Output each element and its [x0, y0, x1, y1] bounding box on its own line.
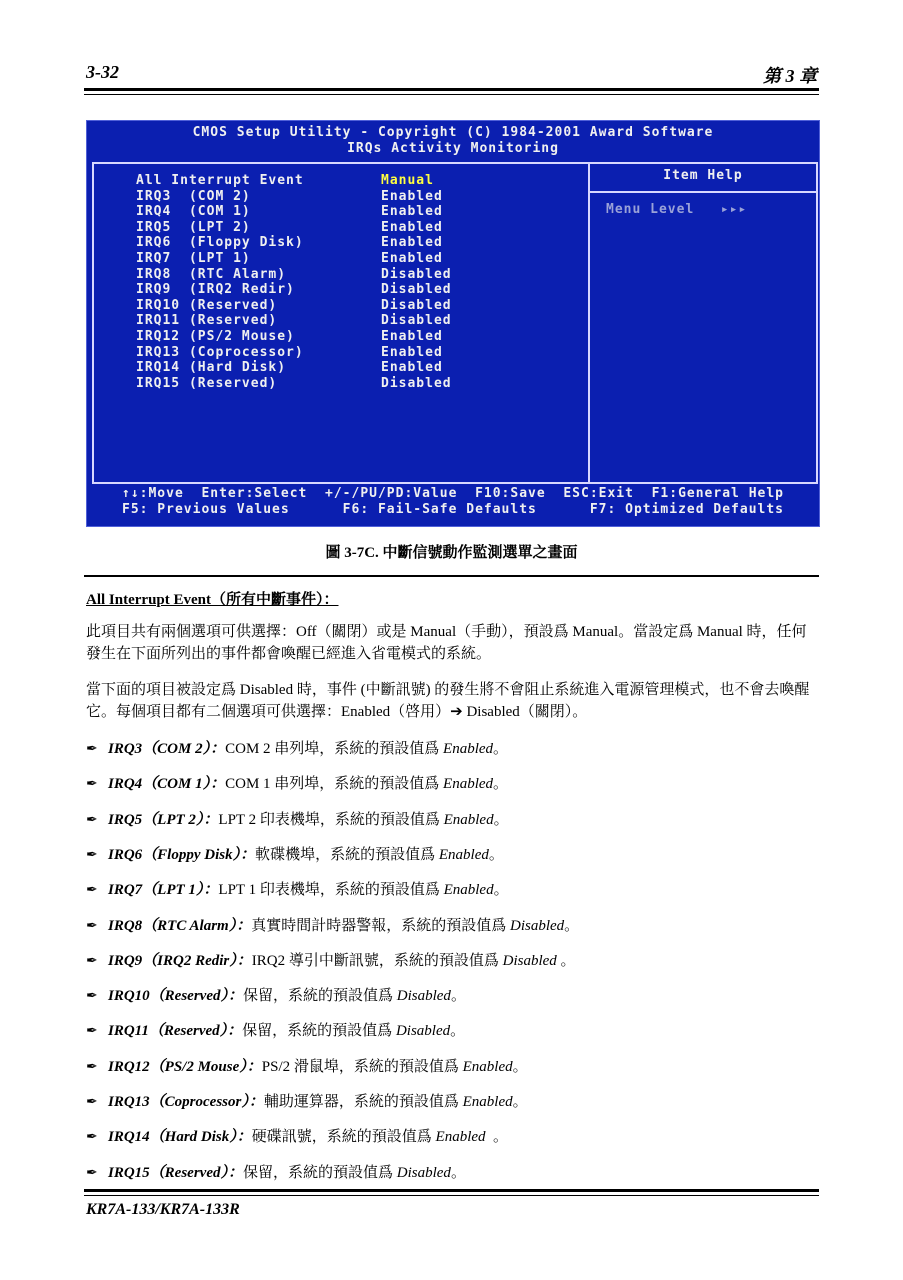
irq-description: LPT 1 印表機埠，系統的預設值爲 [218, 882, 444, 899]
irq-default-value: Enabled [435, 1129, 486, 1146]
irq-end-punct: 。 [556, 952, 576, 969]
irq-bullet-item [86, 1125, 508, 1146]
bios-screen [86, 120, 820, 527]
bios-item-value[interactable]: Enabled [381, 188, 443, 204]
bios-item-value[interactable]: Disabled [381, 282, 452, 298]
model-name: KR7A-133/KR7A-133R [86, 1201, 240, 1218]
irq-description: 軟碟機埠，系統的預設值爲 [255, 846, 439, 863]
irq-end-punct: 。 [488, 846, 504, 863]
pen-bullet-icon: ✒ [86, 846, 98, 863]
bios-item-value[interactable]: Enabled [381, 344, 443, 360]
irq-end-punct: 。 [512, 1094, 528, 1110]
pen-bullet-icon: ✒ [86, 988, 98, 1005]
irq-bullet-item [86, 878, 509, 899]
irq-bullet-item [86, 949, 576, 970]
pen-bullet-icon: ✒ [86, 952, 98, 969]
help-divider [590, 191, 816, 193]
pen-bullet-icon: ✒ [86, 811, 98, 828]
bios-item-label[interactable]: IRQ3 (COM 2) [136, 188, 251, 204]
bios-item-label[interactable]: IRQ13 (Coprocessor) [136, 344, 304, 360]
irq-default-value: Enabled [443, 741, 494, 757]
irq-end-punct: 。 [450, 988, 466, 1005]
irq-end-punct: 。 [493, 882, 509, 899]
irq-description: 保留，系統的預設值爲 [242, 1023, 396, 1040]
irq-bullet-item [86, 808, 509, 829]
page-number: 3-32 [86, 62, 119, 82]
irq-label: IRQ7（LPT 1）： [108, 882, 219, 899]
bios-item-label[interactable]: IRQ6 (Floppy Disk) [136, 235, 304, 251]
irq-label: IRQ15（Reserved）： [108, 1164, 243, 1181]
section-title: All Interrupt Event（所有中斷事件）： [86, 592, 339, 608]
caption-rule [84, 575, 819, 577]
pen-bullet-icon: ✒ [86, 1023, 98, 1040]
irq-label: IRQ14（Hard Disk）： [108, 1129, 252, 1146]
irq-label: IRQ6（Floppy Disk）： [108, 846, 256, 863]
bios-footer-defaults: F5: Previous Values F6: Fail-Safe Defaults F7: Optimized Defaults [122, 502, 784, 517]
pen-bullet-icon: ✒ [86, 1058, 98, 1075]
irq-description: 保留，系統的預設值爲 [243, 1164, 397, 1181]
irq-end-punct: 。 [564, 917, 580, 934]
pen-bullet-icon: ✒ [86, 917, 98, 934]
irq-label: IRQ12（PS/2 Mouse）： [108, 1058, 262, 1075]
irq-label: IRQ4（COM 1）： [108, 776, 226, 793]
irq-bullet-item [86, 737, 508, 758]
irq-bullet-item [86, 984, 466, 1005]
figure-caption: 圖 3-7C. 中斷信號動作監測選單之畫面 [325, 545, 578, 561]
irq-description: 硬碟訊號，系統的預設值爲 [251, 1129, 436, 1146]
irq-end-punct: 。 [512, 1058, 528, 1075]
irq-label: IRQ11（Reserved）： [108, 1023, 243, 1040]
irq-default-value: Enabled [438, 846, 489, 863]
bios-item-value[interactable]: Disabled [381, 313, 452, 329]
header-rule-thin [84, 94, 819, 95]
paragraph-intro: 此項目共有兩個選項可供選擇：Off（關閉）或是 Manual（手動），預設爲 Manual。當設定爲 Manual 時，任何發生在下面所列出的事件都會喚醒已經進入省電模式的系統。 [86, 624, 807, 662]
bios-item-value[interactable]: Manual [381, 173, 434, 188]
irq-description: 真實時間計時器警報，系統的預設值爲 [251, 917, 510, 934]
irq-description: IRQ2 導引中斷訊號，系統的預設值爲 [251, 952, 503, 969]
bios-subtitle: IRQs Activity Monitoring [347, 141, 559, 156]
irq-bullet-item [86, 772, 508, 793]
bios-item-label[interactable]: IRQ11 (Reserved) [136, 313, 278, 329]
irq-bullet-item [86, 843, 504, 864]
bios-item-value[interactable]: Enabled [381, 219, 443, 235]
irq-description: COM 2 串列埠，系統的預設值爲 [225, 741, 444, 757]
irq-end-punct: 。 [493, 741, 509, 757]
irq-label: IRQ8（RTC Alarm）： [108, 917, 252, 934]
irq-bullet-item [86, 1090, 528, 1111]
irq-end-punct: 。 [450, 1164, 466, 1181]
bios-item-value[interactable]: Enabled [381, 204, 443, 220]
irq-end-punct: 。 [450, 1023, 466, 1040]
irq-default-value: Enabled [462, 1058, 513, 1075]
bios-item-value[interactable]: Disabled [381, 297, 452, 313]
bios-item-value[interactable]: Enabled [381, 251, 443, 266]
irq-default-value: Disabled [396, 1164, 451, 1181]
irq-description: 輔助運算器，系統的預設值爲 [263, 1094, 463, 1110]
bios-item-label[interactable]: IRQ12 (PS/2 Mouse) [136, 329, 295, 344]
irq-default-value: Disabled [396, 988, 451, 1005]
bios-footer-keys: ↑↓:Move Enter:Select +/-/PU/PD:Value F10:Save ESC:Exit F1:General Help [122, 486, 784, 501]
pen-bullet-icon: ✒ [86, 1164, 98, 1181]
bios-item-label[interactable]: All Interrupt Event [136, 173, 304, 188]
pen-bullet-icon: ✒ [86, 882, 98, 899]
irq-default-value: Disabled [395, 1023, 451, 1040]
irq-default-value: Enabled [443, 776, 494, 793]
item-help-title: Item Help [663, 168, 743, 183]
irq-default-value: Enabled [443, 811, 494, 828]
irq-description: 保留，系統的預設值爲 [243, 988, 397, 1005]
irq-description: PS/2 滑鼠埠，系統的預設值爲 [261, 1058, 463, 1075]
pen-bullet-icon: ✒ [86, 741, 98, 757]
irq-bullet-item [86, 914, 579, 935]
bios-item-label[interactable]: IRQ9 (IRQ2 Redir) [136, 282, 295, 298]
footer-rule [84, 1189, 819, 1192]
bios-item-label[interactable]: IRQ10 (Reserved) [136, 297, 278, 313]
bios-item-label[interactable]: IRQ15 (Reserved) [136, 375, 278, 391]
pen-bullet-icon: ✒ [86, 1094, 98, 1110]
irq-default-value: Disabled [509, 917, 565, 934]
bios-item-label[interactable]: IRQ14 (Hard Disk) [136, 360, 287, 376]
irq-bullet-item [86, 1019, 465, 1040]
pen-bullet-icon: ✒ [86, 776, 98, 793]
pen-bullet-icon: ✒ [86, 1129, 98, 1146]
bios-item-value[interactable]: Disabled [381, 266, 452, 282]
irq-label: IRQ3（COM 2）： [108, 741, 226, 757]
irq-label: IRQ13（Coprocessor）： [108, 1094, 264, 1110]
bios-panel [92, 162, 818, 484]
bios-item-value[interactable]: Enabled [381, 235, 443, 251]
irq-default-value: Enabled [443, 882, 494, 899]
irq-description: COM 1 串列埠，系統的預設值爲 [225, 776, 444, 793]
irq-end-punct: 。 [493, 776, 509, 793]
bios-item-label[interactable]: IRQ8 (RTC Alarm) [136, 266, 287, 282]
irq-bullet-item [86, 1161, 466, 1182]
bios-item-value[interactable]: Enabled [381, 329, 443, 344]
bios-item-value[interactable]: Disabled [381, 375, 452, 391]
irq-label: IRQ5（LPT 2）： [108, 811, 219, 828]
bios-item-label[interactable]: IRQ4 (COM 1) [136, 204, 251, 220]
irq-default-value: Disabled [502, 952, 557, 969]
chapter-label: 第 3 章 [763, 66, 817, 86]
header-rule [84, 88, 819, 91]
irq-description: LPT 2 印表機埠，系統的預設值爲 [218, 811, 444, 828]
bios-item-label[interactable]: IRQ5 (LPT 2) [136, 219, 251, 235]
panel-divider [588, 164, 590, 482]
footer-rule-thin [84, 1195, 819, 1196]
irq-label: IRQ9（IRQ2 Redir）： [108, 952, 252, 969]
irq-bullet-item [86, 1055, 528, 1076]
irq-default-value: Enabled [462, 1094, 513, 1110]
irq-label: IRQ10（Reserved）： [108, 988, 243, 1005]
bios-item-label[interactable]: IRQ7 (LPT 1) [136, 251, 251, 266]
paragraph-disabled: 當下面的項目被設定爲 Disabled 時，事件 (中斷訊號) 的發生將不會阻止系統進入電源管理模式，也不會去喚醒它。每個項目都有二個選項可供選擇：Enabled（啓用）➔ Disabled（關閉）。 [86, 682, 810, 720]
menu-level: Menu Level ▸▸▸ [606, 202, 748, 217]
bios-title: CMOS Setup Utility - Copyright (C) 1984-2001 Award Software [192, 125, 714, 140]
irq-end-punct: 。 [493, 811, 509, 828]
irq-end-punct: 。 [485, 1129, 509, 1146]
bios-item-value[interactable]: Enabled [381, 360, 443, 376]
